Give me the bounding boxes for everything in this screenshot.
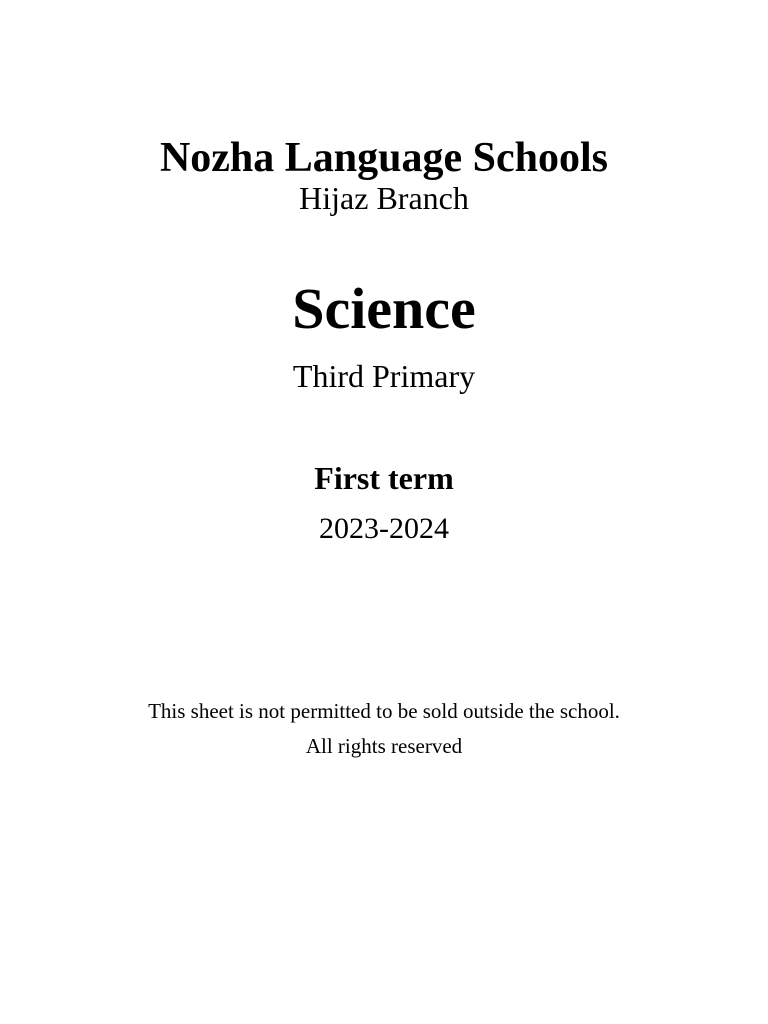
sale-notice: This sheet is not permitted to be sold outside the school.: [148, 699, 620, 723]
academic-year: 2023-2024: [319, 512, 449, 545]
rights-notice: All rights reserved: [305, 734, 463, 758]
school-name: Nozha Language Schools: [159, 135, 609, 181]
term-heading: First term: [314, 460, 454, 496]
grade-level: Third Primary: [292, 358, 476, 394]
branch-name: Hijaz Branch: [299, 180, 469, 216]
subject-title: Science: [292, 276, 476, 341]
